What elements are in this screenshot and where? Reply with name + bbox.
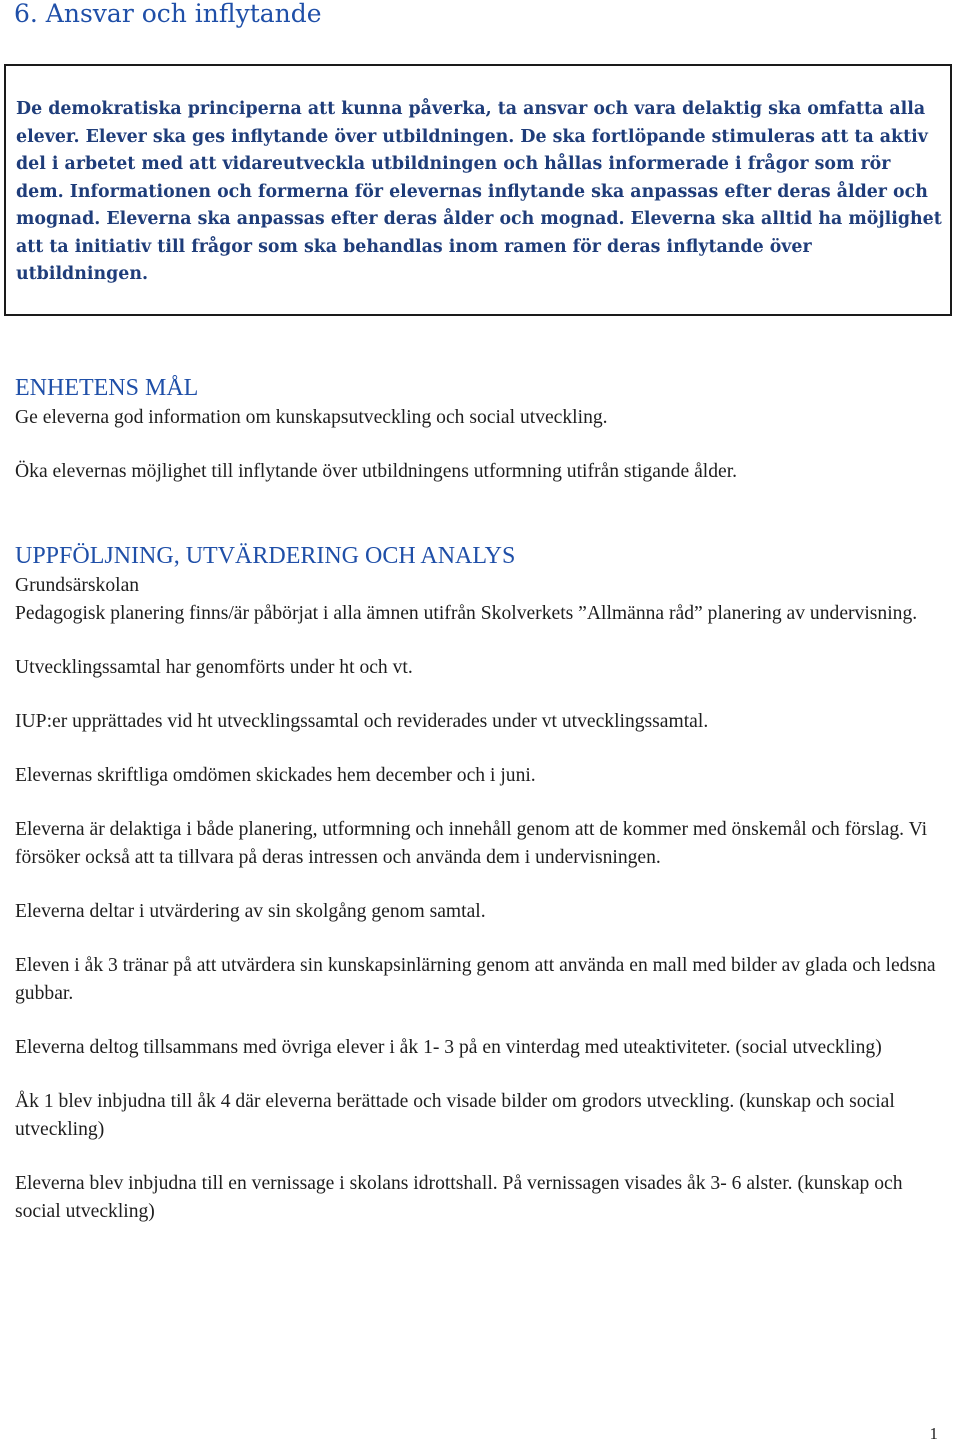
followup-subheading: Grundsärskolan xyxy=(15,575,140,596)
followup-paragraph: Eleverna blev inbjudna till en vernissage i skolans idrottshall. På vernissagen visades åk 3- 6 alster. (kunskap och social utveckling) xyxy=(15,1173,903,1222)
policy-text: De demokratiska principerna att kunna påverka, ta ansvar och vara delaktig ska omfatta alla elever. Elever ska ges inflytande över utbildningen. De ska fortlöpande stimuleras att ta aktiv del i arbetet med att vidareutveckla utbildningen och hållas informerade i frågor som rör dem. Informationen och formerna för elevernas inflytande ska anpassas efter deras ålder och mognad. Eleverna ska anpassas efter deras ålder och mognad. Eleverna ska alltid ha möjlighet att ta initiativ till frågor som ska behandlas inom ramen för deras inflytande över utbildningen. xyxy=(16,99,942,284)
followup-paragraph: Eleverna deltog tillsammans med övriga elever i åk 1- 3 på en vinterdag med uteaktiviteter. (social utveckling) xyxy=(15,1037,882,1058)
followup-paragraph: Eleven i åk 3 tränar på att utvärdera sin kunskapsinlärning genom att använda en mall med bilder av glada och ledsna gubbar. xyxy=(15,955,936,1004)
goals-heading: ENHETENS MÅL xyxy=(15,375,199,401)
followup-paragraph: Elevernas skriftliga omdömen skickades hem december och i juni. xyxy=(15,765,536,786)
followup-paragraph: Åk 1 blev inbjudna till åk 4 där eleverna berättade och visade bilder om grodors utveckling. (kunskap och social utveckling) xyxy=(15,1091,895,1140)
page-number: 1 xyxy=(929,1424,938,1443)
followup-heading: UPPFÖLJNING, UTVÄRDERING OCH ANALYS xyxy=(15,543,516,569)
page-title: 6. Ansvar och inflytande xyxy=(14,0,322,28)
followup-paragraph: Pedagogisk planering finns/är påbörjat i alla ämnen utifrån Skolverkets ”Allmänna råd” planering av undervisning. xyxy=(15,603,918,624)
policy-box xyxy=(4,64,952,316)
followup-paragraph: Utvecklingssamtal har genomförts under ht och vt. xyxy=(15,657,413,678)
followup-paragraph: Eleverna är delaktiga i både planering, utformning och innehåll genom att de kommer med önskemål och förslag. Vi försöker också att ta tillvara på deras intressen och använda dem i undervisningen. xyxy=(15,819,928,868)
followup-paragraph: Eleverna deltar i utvärdering av sin skolgång genom samtal. xyxy=(15,901,486,922)
goal-item: Ge eleverna god information om kunskapsutveckling och social utveckling. xyxy=(15,407,608,428)
main-content xyxy=(15,372,950,1226)
followup-paragraph: IUP:er upprättades vid ht utvecklingssamtal och reviderades under vt utvecklingssamtal. xyxy=(15,711,709,732)
goal-item: Öka elevernas möjlighet till inflytande över utbildningens utformning utifrån stigande ålder. xyxy=(15,461,738,482)
